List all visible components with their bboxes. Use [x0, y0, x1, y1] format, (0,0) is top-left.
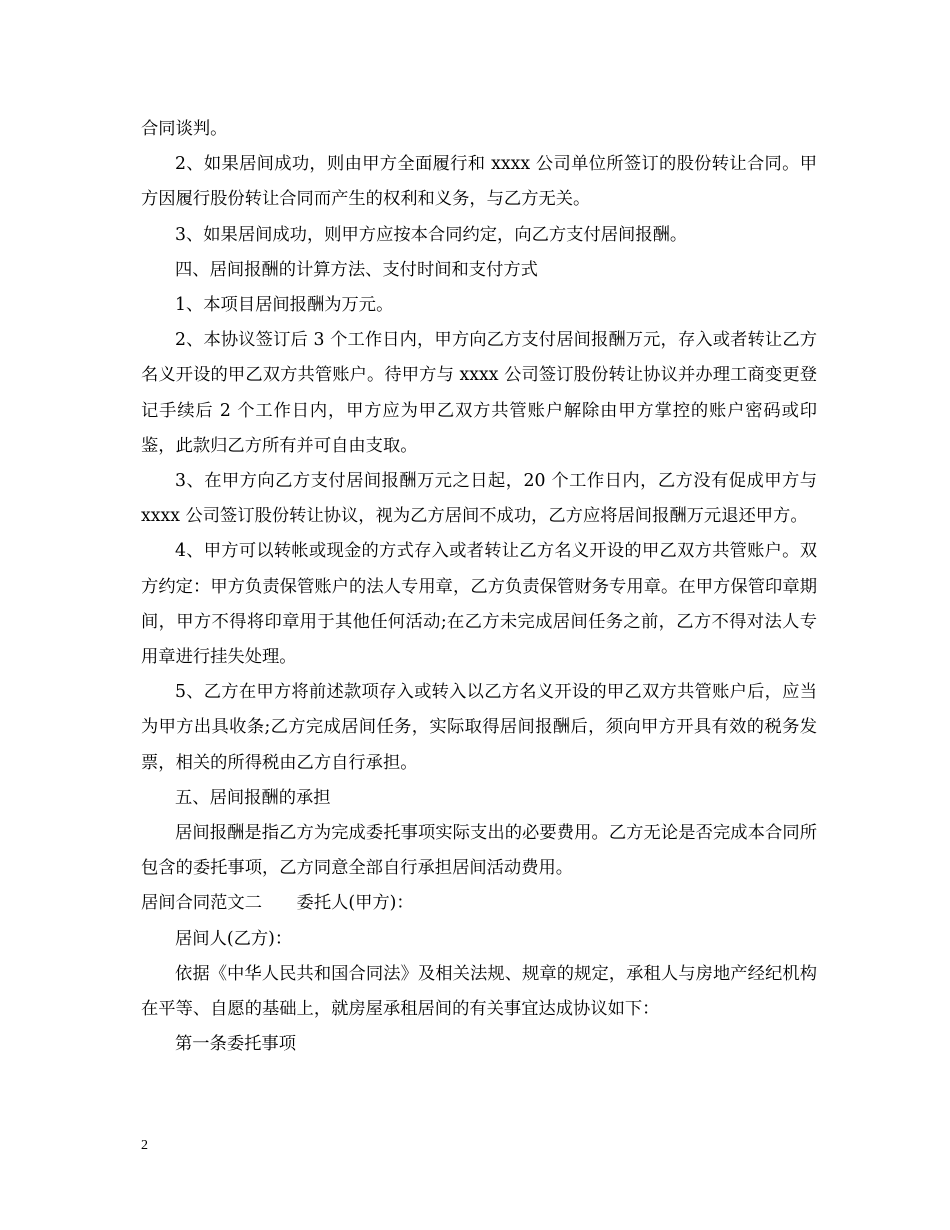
section-heading: 五、居间报酬的承担 [175, 787, 331, 808]
paragraph: 3、如果居间成功，则甲方应按本合同约定，向乙方支付居间报酬。 [175, 224, 688, 245]
paragraph: 4、甲方可以转帐或现金的方式存入或者转让乙方名义开设的甲乙双方共管账户。双方约定：甲方负责保管账户的法人专用章，乙方负责保管财务专用章。在甲方保管印章期间，甲方不得将印章用于其他任何活动;在乙方未完成居间任务之前，乙方不得对法人专用章进行挂失处理。 [141, 541, 817, 668]
paragraph: 依据《中华人民共和国合同法》及相关法规、规章的规定，承租人与房地产经纪机构在平等、自愿的基础上，就房屋承租居间的有关事宜达成协议如下： [141, 963, 817, 1020]
document-body [141, 112, 823, 1062]
paragraph: 5、乙方在甲方将前述款项存入或转入以乙方名义开设的甲乙双方共管账户后，应当为甲方出具收条;乙方完成居间任务，实际取得居间报酬后，须向甲方开具有效的税务发票，相关的所得税由乙方自行承担。 [141, 682, 817, 773]
paragraph: 2、本协议签订后 3 个工作日内，甲方向乙方支付居间报酬万元，存入或者转让乙方名义开设的甲乙双方共管账户。待甲方与 xxxx 公司签订股份转让协议并办理工商变更登记手续后 2 个工作日内，甲方应为甲乙双方共管账户解除由甲方掌控的账户密码或印鉴，此款归乙方所有并可自由支取。 [141, 330, 817, 456]
document-title-line: 居间合同范文二 委托人(甲方)： [141, 893, 414, 914]
paragraph: 居间报酬是指乙方为完成委托事项实际支出的必要费用。乙方无论是否完成本合同所包含的委托事项，乙方同意全部自行承担居间活动费用。 [141, 823, 817, 879]
paragraph: 3、在甲方向乙方支付居间报酬万元之日起，20 个工作日内，乙方没有促成甲方与 xxxx 公司签订股份转让协议，视为乙方居间不成功，乙方应将居间报酬万元退还甲方。 [141, 471, 823, 527]
paragraph: 合同谈判。 [141, 119, 228, 139]
section-heading: 四、居间报酬的计算方法、支付时间和支付方式 [175, 259, 538, 280]
page-number: 2 [141, 1138, 148, 1153]
paragraph: 2、如果居间成功，则由甲方全面履行和 xxxx 公司单位所签订的股份转让合同。甲方因履行股份转让合同而产生的权利和义务，与乙方无关。 [141, 154, 817, 210]
paragraph: 居间人(乙方)： [175, 928, 293, 949]
section-heading: 第一条委托事项 [175, 1034, 296, 1055]
paragraph: 1、本项目居间报酬为万元。 [175, 295, 394, 316]
